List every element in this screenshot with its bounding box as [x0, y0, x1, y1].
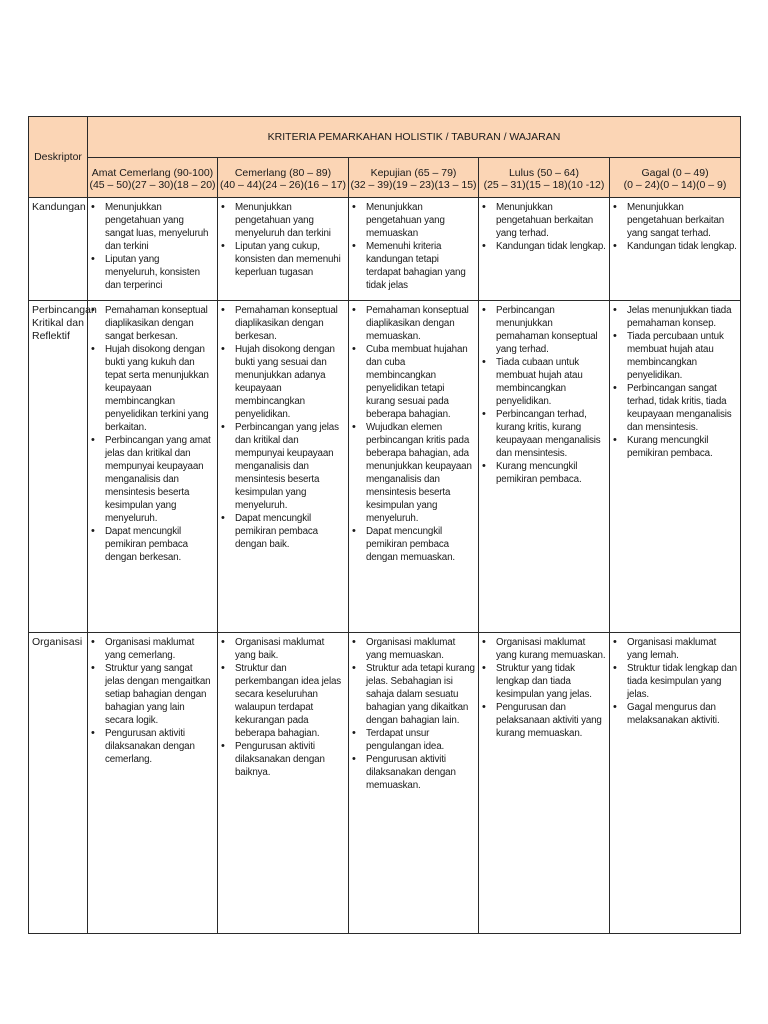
criteria-item: • Terdapat unsur pengulangan idea. — [366, 727, 475, 753]
criteria-item: • Memenuhi kriteria kandungan tetapi terdapat bahagian yang tidak jelas — [366, 240, 475, 292]
criteria-item: • Dapat mencungkil pemikiran pembaca dengan memuaskan. — [366, 525, 475, 564]
level-name: Kepujian (65 – 79) — [370, 166, 457, 179]
criteria-item: • Pemahaman konseptual diaplikasikan dengan sangat berkesan. — [105, 304, 214, 343]
descriptor-header: Deskriptor — [29, 117, 88, 198]
criteria-item: • Pengurusan aktiviti dilaksanakan dengan cemerlang. — [105, 727, 214, 766]
criteria-item: • Perbincangan yang jelas dan kritikal dan mempunyai keupayaan menganalisis dan mensintesis beserta kesimpulan yang menyeluruh. — [235, 421, 345, 512]
level-range: (0 – 24)(0 – 14)(0 – 9) — [623, 178, 727, 191]
header-row-top — [29, 117, 741, 158]
criteria-list — [349, 633, 478, 792]
criteria-item: • Liputan yang menyeluruh, konsisten dan terperinci — [105, 253, 214, 292]
criteria-item: • Struktur yang tidak lengkap dan tiada kesimpulan yang jelas. — [496, 662, 606, 701]
criteria-cell — [610, 301, 741, 633]
criteria-item: • Organisasi maklumat yang cemerlang. — [105, 636, 214, 662]
criteria-cell — [349, 198, 479, 301]
criteria-item: • Cuba membuat hujahan dan cuba membincangkan penyelidikan tetapi kurang sesuai pada beberapa bahagian. — [366, 343, 475, 421]
descriptor-cell: Organisasi — [29, 633, 88, 934]
criteria-item: • Struktur ada tetapi kurang jelas. Sebahagian isi sahaja dalam sesuatu bahagian yang dikaitkan dengan bahagian lain. — [366, 662, 475, 727]
criteria-list — [88, 301, 217, 564]
criteria-item: • Liputan yang cukup, konsisten dan memenuhi keperluan tugasan — [235, 240, 345, 279]
criteria-item: • Hujah disokong dengan bukti yang sesuai dan menunjukkan adanya keupayaan membincangkan penyelidikan. — [235, 343, 345, 421]
criteria-item: • Pengurusan aktiviti dilaksanakan dengan baiknya. — [235, 740, 345, 779]
level-range: (40 – 44)(24 – 26)(16 – 17) — [219, 178, 347, 191]
criteria-item: • Dapat mencungkil pemikiran pembaca dengan baik. — [235, 512, 345, 551]
level-name: Lulus (50 – 64) — [508, 166, 580, 179]
level-name: Cemerlang (80 – 89) — [234, 166, 332, 179]
criteria-cell — [610, 633, 741, 934]
criteria-item: • Organisasi maklumat yang kurang memuaskan. — [496, 636, 606, 662]
criteria-item: • Menunjukkan pengetahuan berkaitan yang terhad. — [496, 201, 606, 240]
criteria-cell — [479, 301, 610, 633]
row-kandungan — [29, 198, 741, 301]
criteria-cell — [88, 198, 218, 301]
level-header-cemerlang — [218, 158, 349, 198]
criteria-item: • Kandungan tidak lengkap. — [627, 240, 737, 253]
descriptor-cell: Perbincangan Kritikal dan Reflektif — [29, 301, 88, 633]
criteria-item: • Menunjukkan pengetahuan yang sangat luas, menyeluruh dan terkini — [105, 201, 214, 253]
criteria-item: • Wujudkan elemen perbincangan kritis pada beberapa bahagian, ada menunjukkan keupayaan menganalisis dan mensintesis beserta kesimpulan yang menyeluruh. — [366, 421, 475, 525]
criteria-item: • Pemahaman konseptual diaplikasikan dengan berkesan. — [235, 304, 345, 343]
header-row-levels — [29, 158, 741, 198]
level-name: Gagal (0 – 49) — [641, 166, 709, 179]
criteria-item: • Tiada percubaan untuk membuat hujah atau membincangkan penyelidikan. — [627, 330, 737, 382]
criteria-item: • Menunjukkan pengetahuan berkaitan yang sangat terhad. — [627, 201, 737, 240]
descriptor-cell: Kandungan — [29, 198, 88, 301]
criteria-item: • Perbincangan yang amat jelas dan kritikal dan mempunyai keupayaan menganalisis dan mensintesis beserta kesimpulan yang menyeluruh. — [105, 434, 214, 525]
criteria-item: • Pemahaman konseptual diaplikasikan dengan memuaskan. — [366, 304, 475, 343]
criteria-item: • Menunjukkan pengetahuan yang menyeluruh dan terkini — [235, 201, 345, 240]
criteria-item: • Kandungan tidak lengkap. — [496, 240, 606, 253]
criteria-list — [479, 633, 609, 740]
criteria-item: • Organisasi maklumat yang baik. — [235, 636, 345, 662]
level-header-amat-cemerlang — [88, 158, 218, 198]
criteria-list — [610, 198, 740, 253]
criteria-cell — [349, 633, 479, 934]
criteria-item: • Organisasi maklumat yang lemah. — [627, 636, 737, 662]
criteria-item: • Hujah disokong dengan bukti yang kukuh dan tepat serta menunjukkan keupayaan membincangkan penyelidikan terkini yang berkaitan. — [105, 343, 214, 434]
criteria-cell — [218, 198, 349, 301]
row-perbincangan — [29, 301, 741, 633]
criteria-cell — [88, 301, 218, 633]
level-header-kepujian — [349, 158, 479, 198]
criteria-item: • Struktur yang sangat jelas dengan mengaitkan setiap bahagian dengan bahagian yang lain secara logik. — [105, 662, 214, 727]
criteria-item: • Struktur dan perkembangan idea jelas secara keseluruhan walaupun terdapat kekurangan pada beberapa bahagian. — [235, 662, 345, 740]
row-organisasi — [29, 633, 741, 934]
criteria-item: • Tiada cubaan untuk membuat hujah atau membincangkan penyelidikan. — [496, 356, 606, 408]
criteria-item: • Kurang mencungkil pemikiran pembaca. — [627, 434, 737, 460]
criteria-list — [218, 633, 348, 779]
criteria-item: • Menunjukkan pengetahuan yang memuaskan — [366, 201, 475, 240]
level-range: (25 – 31)(15 – 18)(10 -12) — [483, 178, 605, 191]
criteria-cell — [88, 633, 218, 934]
level-header-lulus — [479, 158, 610, 198]
criteria-list — [88, 633, 217, 766]
level-range: (32 – 39)(19 – 23)(13 – 15) — [350, 178, 477, 191]
criteria-cell — [610, 198, 741, 301]
criteria-item: • Pengurusan aktiviti dilaksanakan dengan memuaskan. — [366, 753, 475, 792]
criteria-item: • Perbincangan sangat terhad, tidak kritis, tiada keupayaan menganalisis dan mensintesis. — [627, 382, 737, 434]
criteria-list — [479, 301, 609, 486]
criteria-cell — [218, 633, 349, 934]
criteria-cell — [479, 198, 610, 301]
criteria-list — [88, 198, 217, 292]
criteria-item: • Pengurusan dan pelaksanaan aktiviti yang kurang memuaskan. — [496, 701, 606, 740]
criteria-title: KRITERIA PEMARKAHAN HOLISTIK / TABURAN / WAJARAN — [88, 117, 741, 158]
criteria-item: • Struktur tidak lengkap dan tiada kesimpulan yang jelas. — [627, 662, 737, 701]
rubric-table — [28, 116, 741, 934]
criteria-list — [479, 198, 609, 253]
criteria-list — [610, 633, 740, 727]
criteria-cell — [479, 633, 610, 934]
level-header-gagal — [610, 158, 741, 198]
criteria-item: • Perbincangan terhad, kurang kritis, kurang keupayaan menganalisis dan mensintesis. — [496, 408, 606, 460]
criteria-item: • Perbincangan menunjukkan pemahaman konseptual yang terhad. — [496, 304, 606, 356]
criteria-item: • Kurang mencungkil pemikiran pembaca. — [496, 460, 606, 486]
criteria-list — [218, 301, 348, 551]
level-range: (45 – 50)(27 – 30)(18 – 20) — [89, 178, 216, 191]
criteria-list — [610, 301, 740, 460]
criteria-list — [218, 198, 348, 279]
criteria-cell — [218, 301, 349, 633]
level-name: Amat Cemerlang (90-100) — [91, 166, 214, 179]
criteria-item: • Dapat mencungkil pemikiran pembaca dengan berkesan. — [105, 525, 214, 564]
criteria-item: • Gagal mengurus dan melaksanakan aktiviti. — [627, 701, 737, 727]
criteria-cell — [349, 301, 479, 633]
criteria-list — [349, 301, 478, 564]
criteria-item: • Jelas menunjukkan tiada pemahaman konsep. — [627, 304, 737, 330]
criteria-list — [349, 198, 478, 292]
criteria-item: • Organisasi maklumat yang memuaskan. — [366, 636, 475, 662]
